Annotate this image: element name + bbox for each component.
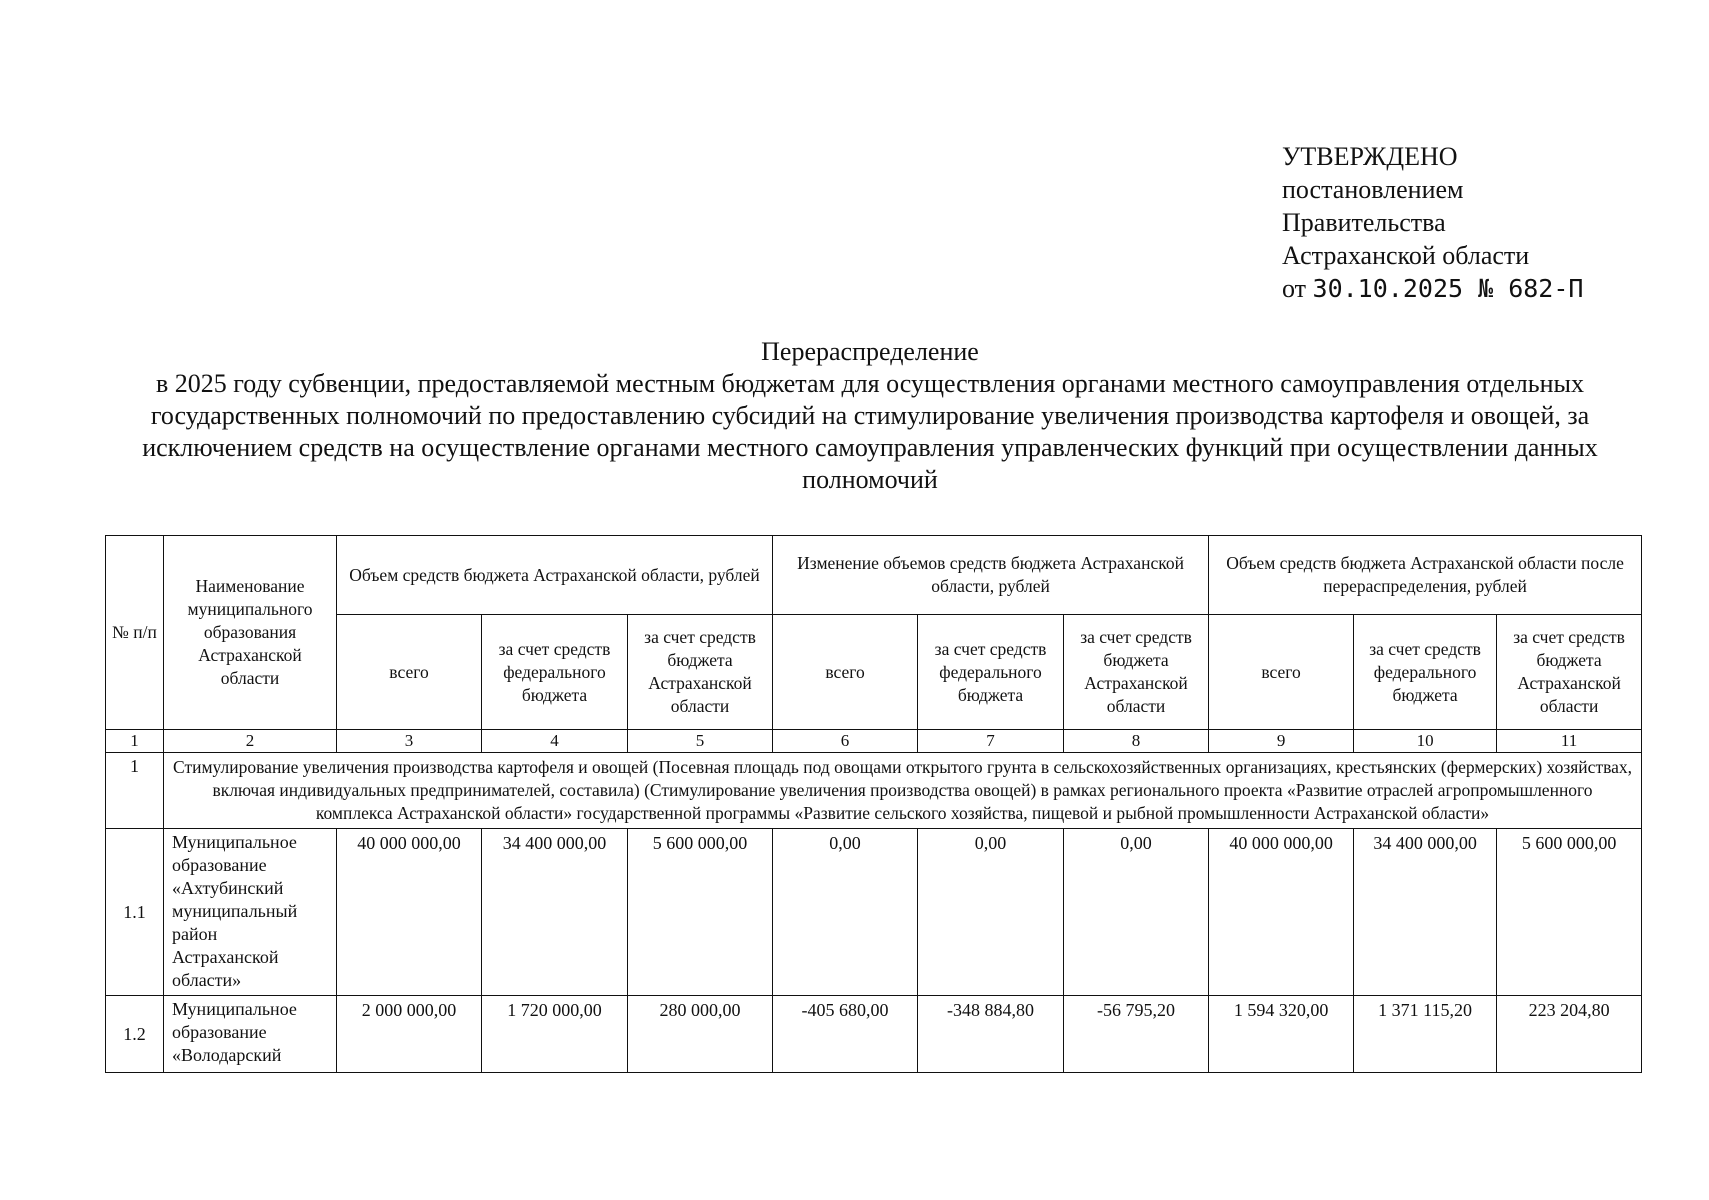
column-number: 8: [1064, 730, 1209, 753]
approval-date-line: [1282, 272, 1583, 305]
column-number: 7: [918, 730, 1064, 753]
row-value: 0,00: [1064, 829, 1209, 996]
header-initial-regional: за счет средств бюджета Астраханской области: [628, 615, 773, 730]
header-change-total: всего: [773, 615, 918, 730]
row-value: 5 600 000,00: [628, 829, 773, 996]
header-row-groups: [106, 536, 1642, 615]
header-initial-federal: за счет средств федерального бюджета: [482, 615, 628, 730]
document-heading: Перераспределение: [761, 337, 979, 366]
column-number: 3: [337, 730, 482, 753]
row-value: 0,00: [918, 829, 1064, 996]
row-value: 2 000 000,00: [337, 996, 482, 1073]
column-number: 10: [1354, 730, 1497, 753]
column-number: 1: [106, 730, 164, 753]
header-number: № п/п: [106, 536, 164, 730]
table-row: [106, 996, 1642, 1073]
row-value: 1 594 320,00: [1209, 996, 1354, 1073]
header-after-regional: за счет средств бюджета Астраханской области: [1497, 615, 1642, 730]
approval-date-prefix: от: [1282, 274, 1307, 303]
document-title: [140, 336, 1600, 496]
row-value: 1 720 000,00: [482, 996, 628, 1073]
table-row: [106, 829, 1642, 996]
header-group-initial: Объем средств бюджета Астраханской области, рублей: [337, 536, 773, 615]
approval-line-2: постановлением: [1282, 175, 1464, 204]
section-row: [106, 753, 1642, 829]
row-index: 1.1: [106, 829, 164, 996]
row-value: 40 000 000,00: [337, 829, 482, 996]
row-value: 1 371 115,20: [1354, 996, 1497, 1073]
column-number: 9: [1209, 730, 1354, 753]
column-number: 6: [773, 730, 918, 753]
header-after-federal: за счет средств федерального бюджета: [1354, 615, 1497, 730]
row-index: 1.2: [106, 996, 164, 1073]
approval-date-number: 30.10.2025 № 682-П: [1312, 274, 1584, 303]
section-description: Стимулирование увеличения производства картофеля и овощей (Посевная площадь под овощами открытого грунта в сельскохозяйственных организациях, крестьянских (фермерских) хозяйствах, включая индивидуальных предпринимателей, составила) (Стимулирование увеличения производства овощей) в рамках регионального проекта «Развитие отраслей агропромышленного комплекса Астраханской области» государственной программы «Развитие сельского хозяйства, пищевой и рыбной промышленности Астраханской области»: [164, 753, 1642, 829]
row-value: -56 795,20: [1064, 996, 1209, 1073]
column-number: 4: [482, 730, 628, 753]
row-value: -405 680,00: [773, 996, 918, 1073]
header-group-after: Объем средств бюджета Астраханской области после перераспределения, рублей: [1209, 536, 1642, 615]
row-value: 223 204,80: [1497, 996, 1642, 1073]
row-municipality-name: Муниципальное образование «Ахтубинский муниципальный район Астраханской области»: [164, 829, 337, 996]
column-number: 5: [628, 730, 773, 753]
header-group-change: Изменение объемов средств бюджета Астраханской области, рублей: [773, 536, 1209, 615]
document-subtitle: в 2025 году субвенции, предоставляемой местным бюджетам для осуществления органами местного самоуправления отдельных государственных полномочий по предоставлению субсидий на стимулирование увеличения производства картофеля и овощей, за исключением средств на осуществление органами местного самоуправления управленческих функций при осуществлении данных полномочий: [142, 369, 1598, 494]
header-after-total: всего: [1209, 615, 1354, 730]
approval-line-3: Правительства: [1282, 208, 1446, 237]
row-value: 34 400 000,00: [482, 829, 628, 996]
row-value: 34 400 000,00: [1354, 829, 1497, 996]
row-value: -348 884,80: [918, 996, 1064, 1073]
header-municipality-name: Наименование муниципального образования Астраханской области: [164, 536, 337, 730]
row-value: 0,00: [773, 829, 918, 996]
column-number-row: [106, 730, 1642, 753]
section-index: 1: [106, 753, 164, 829]
row-value: 280 000,00: [628, 996, 773, 1073]
row-value: 5 600 000,00: [1497, 829, 1642, 996]
approval-line-4: Астраханской области: [1282, 241, 1530, 270]
approval-line-1: УТВЕРЖДЕНО: [1282, 142, 1458, 171]
row-value: 40 000 000,00: [1209, 829, 1354, 996]
redistribution-table: [105, 535, 1642, 1073]
approval-stamp: [1282, 140, 1583, 305]
header-initial-total: всего: [337, 615, 482, 730]
header-change-federal: за счет средств федерального бюджета: [918, 615, 1064, 730]
header-change-regional: за счет средств бюджета Астраханской области: [1064, 615, 1209, 730]
column-number: 2: [164, 730, 337, 753]
column-number: 11: [1497, 730, 1642, 753]
header-row-subcolumns: [106, 615, 1642, 730]
row-municipality-name: Муниципальное образование «Володарский: [164, 996, 337, 1073]
